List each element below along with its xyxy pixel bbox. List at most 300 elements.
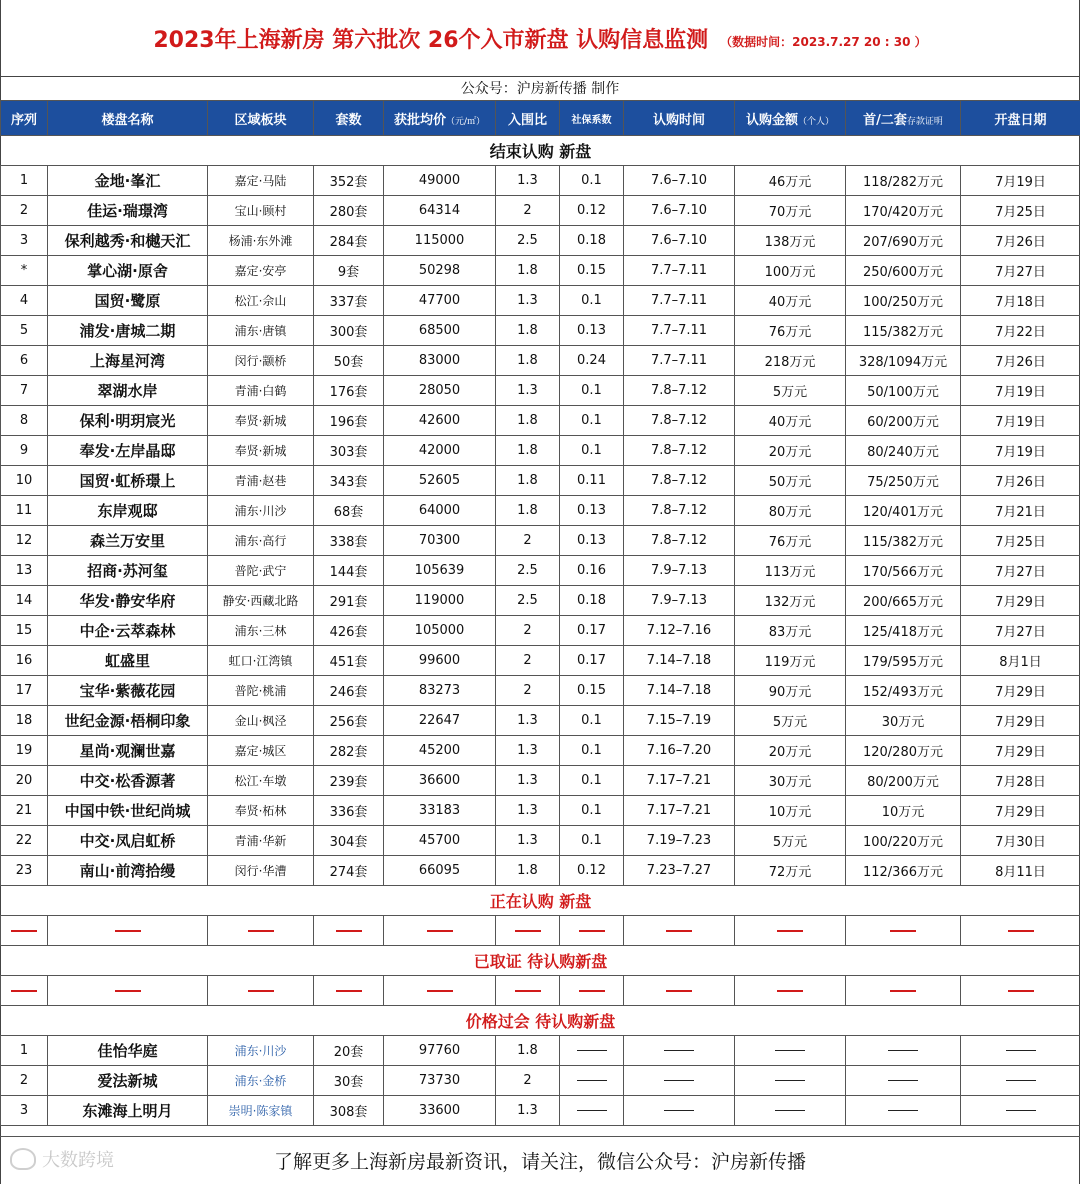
pending-cell — [961, 1066, 1080, 1096]
project-name-cell: 华发·静安华府 — [48, 586, 208, 616]
amount-cell: 70万元 — [735, 196, 846, 226]
project-name-cell: 国贸·鹭原 — [48, 286, 208, 316]
pending-cell — [735, 1066, 846, 1096]
dash-mark — [1006, 1080, 1036, 1082]
amount-cell: 10万元 — [735, 796, 846, 826]
open-date-cell: 7月29日 — [961, 796, 1080, 826]
area-cell: 静安·西藏北路 — [208, 586, 314, 616]
down-payment-cell: 50/100万元 — [846, 376, 961, 406]
social-cell: 0.18 — [560, 226, 624, 256]
project-name-cell: 佳运·瑞璟湾 — [48, 196, 208, 226]
col-down-label: 首/二套 — [863, 112, 907, 128]
project-name-cell: 奉发·左岸晶邸 — [48, 436, 208, 466]
ongoing-empty-row — [1, 916, 1080, 946]
open-date-cell: 7月29日 — [961, 676, 1080, 706]
open-date-cell: 7月29日 — [961, 736, 1080, 766]
down-payment-cell: 170/420万元 — [846, 196, 961, 226]
price-cell: 28050 — [384, 376, 496, 406]
table-row — [1, 346, 1080, 376]
down-payment-cell: 120/280万元 — [846, 736, 961, 766]
area-cell: 宝山·顾村 — [208, 196, 314, 226]
down-payment-cell: 207/690万元 — [846, 226, 961, 256]
price-cell: 45700 — [384, 826, 496, 856]
open-date-cell: 7月25日 — [961, 526, 1080, 556]
area-cell: 浦东·金桥 — [208, 1066, 314, 1096]
project-name-cell: 浦发·唐城二期 — [48, 316, 208, 346]
down-payment-cell: 115/382万元 — [846, 316, 961, 346]
amount-cell: 76万元 — [735, 316, 846, 346]
units-cell: 337套 — [314, 286, 384, 316]
empty-cell — [735, 916, 846, 946]
empty-cell — [846, 916, 961, 946]
seq-cell: 12 — [1, 526, 48, 556]
project-name-cell: 宝华·紫薇花园 — [48, 676, 208, 706]
ratio-cell: 1.3 — [496, 826, 560, 856]
price-cell: 42600 — [384, 406, 496, 436]
area-cell: 嘉定·马陆 — [208, 166, 314, 196]
col-units: 套数 — [314, 101, 384, 136]
ratio-cell: 1.3 — [496, 286, 560, 316]
down-payment-cell: 120/401万元 — [846, 496, 961, 526]
area-cell: 奉贤·新城 — [208, 436, 314, 466]
seq-cell: * — [1, 256, 48, 286]
area-cell: 普陀·桃浦 — [208, 676, 314, 706]
project-name-cell: 南山·前湾拾缦 — [48, 856, 208, 886]
area-cell: 嘉定·城区 — [208, 736, 314, 766]
table-header-row — [1, 101, 1080, 136]
area-cell: 杨浦·东外滩 — [208, 226, 314, 256]
down-payment-cell: 250/600万元 — [846, 256, 961, 286]
col-price-label: 获批均价 — [393, 112, 446, 128]
down-payment-cell: 179/595万元 — [846, 646, 961, 676]
units-cell: 426套 — [314, 616, 384, 646]
time-cell: 7.16–7.20 — [624, 736, 735, 766]
ratio-cell: 2.5 — [496, 556, 560, 586]
ratio-cell: 1.8 — [496, 1036, 560, 1066]
col-amount-unit: （个人） — [798, 116, 835, 127]
ratio-cell: 1.8 — [496, 406, 560, 436]
table-row — [1, 466, 1080, 496]
ratio-cell: 2 — [496, 616, 560, 646]
ratio-cell: 1.8 — [496, 496, 560, 526]
units-cell: 9套 — [314, 256, 384, 286]
price-cell: 22647 — [384, 706, 496, 736]
social-cell: 0.11 — [560, 466, 624, 496]
down-payment-cell: 112/366万元 — [846, 856, 961, 886]
project-name-cell: 中交·凤启虹桥 — [48, 826, 208, 856]
col-social: 社保系数 — [560, 101, 624, 136]
units-cell: 284套 — [314, 226, 384, 256]
area-cell: 浦东·川沙 — [208, 1036, 314, 1066]
project-name-cell: 中国中铁·世纪尚城 — [48, 796, 208, 826]
col-area: 区域板块 — [208, 101, 314, 136]
time-cell: 7.8–7.12 — [624, 376, 735, 406]
empty-cell — [961, 916, 1080, 946]
amount-cell: 138万元 — [735, 226, 846, 256]
pending-cell — [735, 1036, 846, 1066]
time-cell: 7.15–7.19 — [624, 706, 735, 736]
project-name-cell: 森兰万安里 — [48, 526, 208, 556]
dash-mark — [427, 930, 453, 932]
dash-mark — [775, 1050, 805, 1052]
pending-cell — [560, 1036, 624, 1066]
project-name-cell: 东滩海上明月 — [48, 1096, 208, 1126]
social-cell: 0.13 — [560, 316, 624, 346]
table-row — [1, 586, 1080, 616]
units-cell: 256套 — [314, 706, 384, 736]
area-cell: 奉贤·柘林 — [208, 796, 314, 826]
down-payment-cell: 75/250万元 — [846, 466, 961, 496]
units-cell: 274套 — [314, 856, 384, 886]
dash-mark — [336, 930, 362, 932]
price-cell: 70300 — [384, 526, 496, 556]
dash-mark — [664, 1110, 694, 1112]
amount-cell: 40万元 — [735, 286, 846, 316]
units-cell: 50套 — [314, 346, 384, 376]
ratio-cell: 1.3 — [496, 376, 560, 406]
price-cell: 119000 — [384, 586, 496, 616]
social-cell: 0.1 — [560, 406, 624, 436]
area-cell: 青浦·赵巷 — [208, 466, 314, 496]
table-row — [1, 676, 1080, 706]
time-cell: 7.6–7.10 — [624, 166, 735, 196]
time-cell: 7.7–7.11 — [624, 286, 735, 316]
ratio-cell: 2.5 — [496, 586, 560, 616]
col-ratio: 入围比 — [496, 101, 560, 136]
table-row — [1, 616, 1080, 646]
dash-mark — [248, 990, 274, 992]
section-price-meeting-label: 价格过会 待认购新盘 — [1, 1006, 1080, 1036]
ratio-cell: 1.3 — [496, 706, 560, 736]
dash-mark — [515, 930, 541, 932]
time-cell: 7.8–7.12 — [624, 436, 735, 466]
area-cell: 松江·佘山 — [208, 286, 314, 316]
dash-mark — [775, 1110, 805, 1112]
seq-cell: 16 — [1, 646, 48, 676]
price-cell: 73730 — [384, 1066, 496, 1096]
area-cell: 松江·车墩 — [208, 766, 314, 796]
dash-mark — [664, 1080, 694, 1082]
project-name-cell: 东岸观邸 — [48, 496, 208, 526]
ratio-cell: 1.8 — [496, 856, 560, 886]
price-cell: 47700 — [384, 286, 496, 316]
dash-mark — [890, 990, 916, 992]
dash-mark — [248, 930, 274, 932]
area-cell: 闵行·华漕 — [208, 856, 314, 886]
area-cell: 青浦·白鹤 — [208, 376, 314, 406]
ratio-cell: 1.3 — [496, 796, 560, 826]
price-cell: 50298 — [384, 256, 496, 286]
col-price-unit: （元/㎡） — [445, 116, 486, 127]
project-name-cell: 爱法新城 — [48, 1066, 208, 1096]
table-row — [1, 256, 1080, 286]
open-date-cell: 7月19日 — [961, 376, 1080, 406]
dash-mark — [1006, 1110, 1036, 1112]
dash-mark — [775, 1080, 805, 1082]
table-row — [1, 736, 1080, 766]
seq-cell: 8 — [1, 406, 48, 436]
seq-cell: 5 — [1, 316, 48, 346]
time-cell: 7.8–7.12 — [624, 496, 735, 526]
table-row — [1, 826, 1080, 856]
empty-cell — [1, 916, 48, 946]
dash-mark — [777, 930, 803, 932]
amount-cell: 218万元 — [735, 346, 846, 376]
amount-cell: 5万元 — [735, 826, 846, 856]
table-row — [1, 376, 1080, 406]
open-date-cell: 7月30日 — [961, 826, 1080, 856]
time-cell: 7.6–7.10 — [624, 226, 735, 256]
social-cell: 0.17 — [560, 646, 624, 676]
pending-cell — [624, 1096, 735, 1126]
section-price-meeting — [1, 1006, 1080, 1036]
units-cell: 246套 — [314, 676, 384, 706]
table-row — [1, 1066, 1080, 1096]
pending-cell — [961, 1036, 1080, 1066]
ratio-cell: 2 — [496, 526, 560, 556]
ratio-cell: 2.5 — [496, 226, 560, 256]
empty-cell — [48, 916, 208, 946]
table-row — [1, 856, 1080, 886]
area-cell: 崇明·陈家镇 — [208, 1096, 314, 1126]
time-cell: 7.9–7.13 — [624, 586, 735, 616]
col-amount — [735, 101, 846, 136]
table-row — [1, 1096, 1080, 1126]
seq-cell: 20 — [1, 766, 48, 796]
social-cell: 0.12 — [560, 196, 624, 226]
down-payment-cell: 170/566万元 — [846, 556, 961, 586]
time-cell: 7.17–7.21 — [624, 796, 735, 826]
time-cell: 7.8–7.12 — [624, 526, 735, 556]
dash-mark — [777, 990, 803, 992]
seq-cell: 2 — [1, 196, 48, 226]
seq-cell: 10 — [1, 466, 48, 496]
time-cell: 7.23–7.27 — [624, 856, 735, 886]
project-name-cell: 中企·云萃森林 — [48, 616, 208, 646]
area-cell: 普陀·武宁 — [208, 556, 314, 586]
time-cell: 7.6–7.10 — [624, 196, 735, 226]
price-cell: 64314 — [384, 196, 496, 226]
amount-cell: 90万元 — [735, 676, 846, 706]
project-name-cell: 上海星河湾 — [48, 346, 208, 376]
seq-cell: 1 — [1, 166, 48, 196]
units-cell: 352套 — [314, 166, 384, 196]
open-date-cell: 7月19日 — [961, 436, 1080, 466]
dash-mark — [666, 990, 692, 992]
table-row — [1, 436, 1080, 466]
dash-mark — [888, 1080, 918, 1082]
area-cell: 奉贤·新城 — [208, 406, 314, 436]
project-name-cell: 星尚·观澜世嘉 — [48, 736, 208, 766]
empty-cell — [314, 976, 384, 1006]
dash-mark — [115, 930, 141, 932]
units-cell: 30套 — [314, 1066, 384, 1096]
section-certified — [1, 946, 1080, 976]
section-certified-label: 已取证 待认购新盘 — [1, 946, 1080, 976]
amount-cell: 113万元 — [735, 556, 846, 586]
social-cell: 0.12 — [560, 856, 624, 886]
ratio-cell: 2 — [496, 676, 560, 706]
price-cell: 99600 — [384, 646, 496, 676]
units-cell: 196套 — [314, 406, 384, 436]
seq-cell: 23 — [1, 856, 48, 886]
down-payment-cell: 100/220万元 — [846, 826, 961, 856]
open-date-cell: 8月1日 — [961, 646, 1080, 676]
amount-cell: 20万元 — [735, 436, 846, 466]
project-name-cell: 中交·松香源著 — [48, 766, 208, 796]
open-date-cell: 7月25日 — [961, 196, 1080, 226]
units-cell: 239套 — [314, 766, 384, 796]
units-cell: 308套 — [314, 1096, 384, 1126]
time-cell: 7.19–7.23 — [624, 826, 735, 856]
social-cell: 0.17 — [560, 616, 624, 646]
dash-mark — [11, 930, 37, 932]
seq-cell: 4 — [1, 286, 48, 316]
units-cell: 176套 — [314, 376, 384, 406]
seq-cell: 2 — [1, 1066, 48, 1096]
certified-empty-row — [1, 976, 1080, 1006]
area-cell: 金山·枫泾 — [208, 706, 314, 736]
project-name-cell: 保利越秀·和樾天汇 — [48, 226, 208, 256]
table-row — [1, 646, 1080, 676]
project-name-cell: 虹盛里 — [48, 646, 208, 676]
area-cell: 浦东·高行 — [208, 526, 314, 556]
units-cell: 451套 — [314, 646, 384, 676]
down-payment-cell: 328/1094万元 — [846, 346, 961, 376]
units-cell: 300套 — [314, 316, 384, 346]
units-cell: 291套 — [314, 586, 384, 616]
seq-cell: 15 — [1, 616, 48, 646]
col-down — [846, 101, 961, 136]
down-payment-cell: 30万元 — [846, 706, 961, 736]
empty-cell — [735, 976, 846, 1006]
area-cell: 青浦·华新 — [208, 826, 314, 856]
price-cell: 49000 — [384, 166, 496, 196]
price-cell: 83273 — [384, 676, 496, 706]
social-cell: 0.13 — [560, 496, 624, 526]
dash-mark — [11, 990, 37, 992]
ratio-cell: 1.8 — [496, 346, 560, 376]
seq-cell: 7 — [1, 376, 48, 406]
open-date-cell: 7月18日 — [961, 286, 1080, 316]
listing-table — [0, 100, 1080, 1126]
dash-mark — [1008, 930, 1034, 932]
open-date-cell: 7月22日 — [961, 316, 1080, 346]
empty-cell — [1, 976, 48, 1006]
pending-cell — [624, 1066, 735, 1096]
empty-cell — [314, 916, 384, 946]
social-cell: 0.1 — [560, 286, 624, 316]
down-payment-cell: 80/240万元 — [846, 436, 961, 466]
empty-cell — [48, 976, 208, 1006]
title-bar — [0, 0, 1080, 76]
price-cell: 42000 — [384, 436, 496, 466]
open-date-cell: 7月19日 — [961, 166, 1080, 196]
project-name-cell: 保利·明玥宸光 — [48, 406, 208, 436]
table-row — [1, 406, 1080, 436]
pending-cell — [735, 1096, 846, 1126]
units-cell: 20套 — [314, 1036, 384, 1066]
amount-cell: 83万元 — [735, 616, 846, 646]
ratio-cell: 1.3 — [496, 766, 560, 796]
col-price — [384, 101, 496, 136]
down-payment-cell: 200/665万元 — [846, 586, 961, 616]
seq-cell: 9 — [1, 436, 48, 466]
open-date-cell: 8月11日 — [961, 856, 1080, 886]
units-cell: 68套 — [314, 496, 384, 526]
dash-mark — [579, 990, 605, 992]
watermark-text: 大数跨境 — [42, 1150, 114, 1171]
table-row — [1, 556, 1080, 586]
price-cell: 105639 — [384, 556, 496, 586]
ratio-cell: 1.3 — [496, 736, 560, 766]
time-cell: 7.7–7.11 — [624, 256, 735, 286]
dash-mark — [577, 1110, 607, 1112]
down-payment-cell: 100/250万元 — [846, 286, 961, 316]
open-date-cell: 7月27日 — [961, 616, 1080, 646]
amount-cell: 40万元 — [735, 406, 846, 436]
social-cell: 0.1 — [560, 826, 624, 856]
amount-cell: 30万元 — [735, 766, 846, 796]
ratio-cell: 1.8 — [496, 466, 560, 496]
amount-cell: 100万元 — [735, 256, 846, 286]
pending-cell — [560, 1096, 624, 1126]
amount-cell: 5万元 — [735, 706, 846, 736]
seq-cell: 17 — [1, 676, 48, 706]
dash-mark — [1006, 1050, 1036, 1052]
section-ongoing-label: 正在认购 新盘 — [1, 886, 1080, 916]
ratio-cell: 2 — [496, 1066, 560, 1096]
open-date-cell: 7月29日 — [961, 706, 1080, 736]
open-date-cell: 7月27日 — [961, 556, 1080, 586]
social-cell: 0.24 — [560, 346, 624, 376]
units-cell: 303套 — [314, 436, 384, 466]
section-ongoing — [1, 886, 1080, 916]
units-cell: 338套 — [314, 526, 384, 556]
project-name-cell: 金地·峯汇 — [48, 166, 208, 196]
ratio-cell: 2 — [496, 196, 560, 226]
project-name-cell: 掌心湖·原舍 — [48, 256, 208, 286]
dash-mark — [664, 1050, 694, 1052]
dash-mark — [115, 990, 141, 992]
area-cell: 浦东·唐镇 — [208, 316, 314, 346]
seq-cell: 11 — [1, 496, 48, 526]
price-cell: 52605 — [384, 466, 496, 496]
footer-note: 了解更多上海新房最新资讯，请关注，微信公众号：沪房新传播 — [0, 1136, 1080, 1184]
time-cell: 7.7–7.11 — [624, 316, 735, 346]
table-row — [1, 166, 1080, 196]
time-cell: 7.8–7.12 — [624, 466, 735, 496]
open-date-cell: 7月29日 — [961, 586, 1080, 616]
open-date-cell: 7月26日 — [961, 466, 1080, 496]
price-cell: 66095 — [384, 856, 496, 886]
amount-cell: 76万元 — [735, 526, 846, 556]
open-date-cell: 7月26日 — [961, 346, 1080, 376]
social-cell: 0.1 — [560, 736, 624, 766]
social-cell: 0.15 — [560, 256, 624, 286]
table-row — [1, 766, 1080, 796]
units-cell: 282套 — [314, 736, 384, 766]
social-cell: 0.13 — [560, 526, 624, 556]
amount-cell: 80万元 — [735, 496, 846, 526]
price-cell: 97760 — [384, 1036, 496, 1066]
dash-mark — [1008, 990, 1034, 992]
table-row — [1, 316, 1080, 346]
pending-cell — [624, 1036, 735, 1066]
area-cell: 虹口·江湾镇 — [208, 646, 314, 676]
seq-cell: 14 — [1, 586, 48, 616]
empty-cell — [384, 976, 496, 1006]
